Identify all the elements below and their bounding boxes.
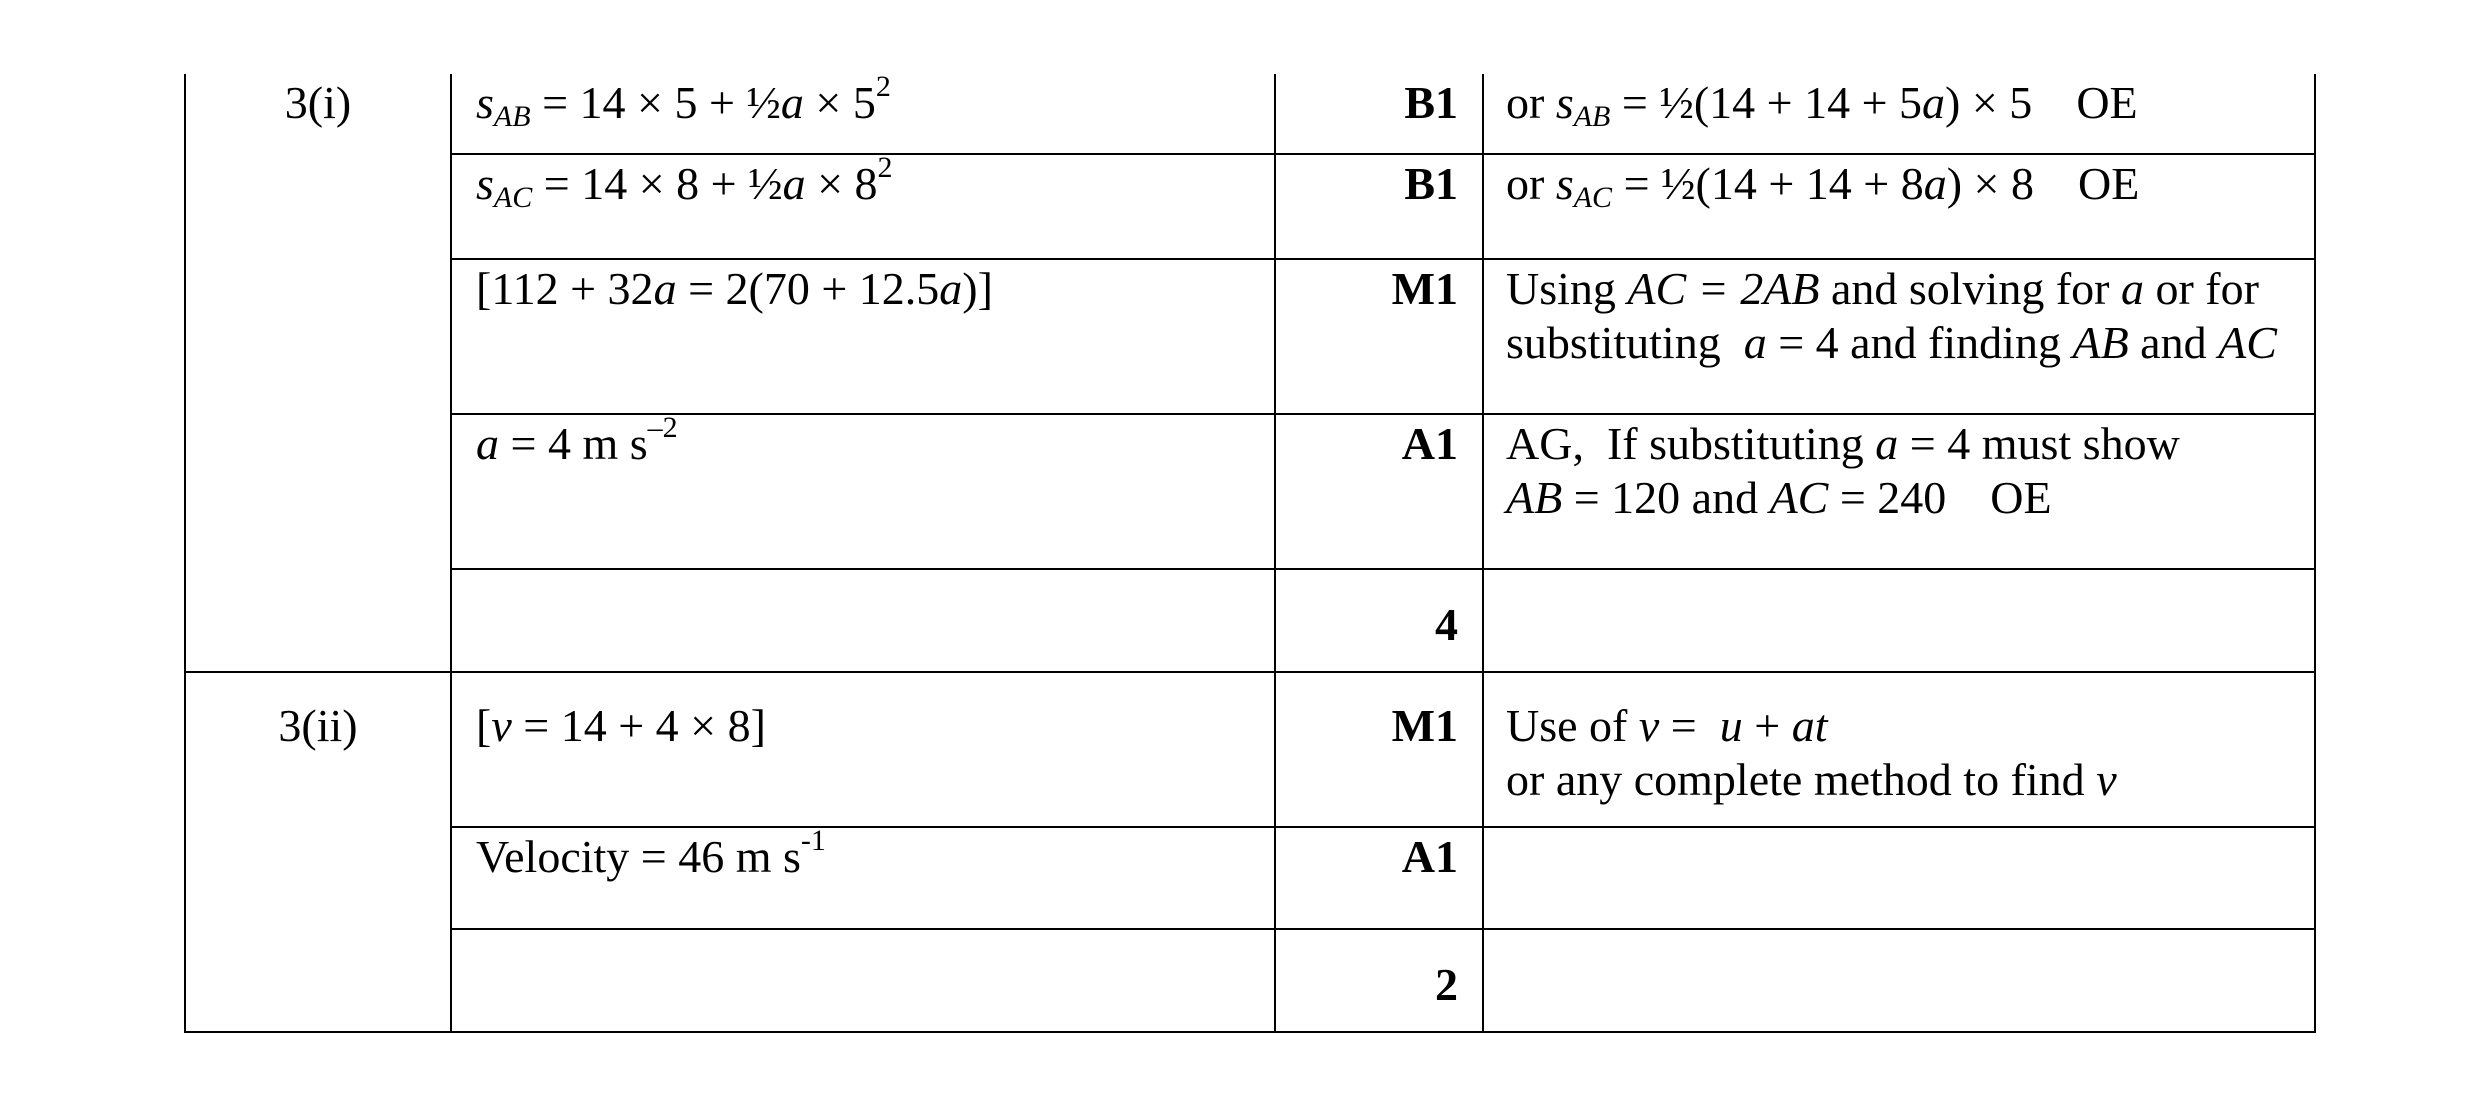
table-row	[185, 929, 2315, 1032]
total-mark: 2	[1275, 929, 1483, 1032]
mark-cell: B1	[1275, 74, 1483, 154]
table-row	[185, 569, 2315, 672]
question-label: 3(i)	[185, 74, 451, 154]
answer-cell: [112 + 32a = 2(70 + 12.5a)]	[451, 259, 1275, 414]
answer-cell: Velocity = 46 m $s^{-1}$	[451, 827, 1275, 929]
mark-cell: A1	[1275, 414, 1483, 569]
answer-cell: $s_{AB} = 14 \times 5$ + ½a × $5^2$	[451, 74, 1275, 154]
table-row	[185, 827, 2315, 929]
guidance-cell: Using AC = 2AB and solving for a or for substituting a = 4 and finding AB and AC	[1483, 259, 2315, 414]
guidance-cell: AG, If substituting a = 4 must show AB = 120 and AC = 240 OE	[1483, 414, 2315, 569]
mark-cell: B1	[1275, 154, 1483, 259]
guidance-cell: or $s_{AC}$ = ½(14 + 14 + 8a) × 8 OE	[1483, 154, 2315, 259]
guidance-cell: or $s_{AB}$ = ½(14 + 14 + 5a) × 5 OE	[1483, 74, 2315, 154]
answer-cell: $s_{AC} = 14 \times 8$ + ½a × $8^2$	[451, 154, 1275, 259]
mark-scheme-table	[184, 70, 2316, 1033]
mark-cell: A1	[1275, 827, 1483, 929]
total-mark: 4	[1275, 569, 1483, 672]
table-row	[185, 154, 2315, 259]
table-row	[185, 414, 2315, 569]
table-row	[185, 259, 2315, 414]
mark-cell: M1	[1275, 672, 1483, 827]
answer-cell: [v = 14 + 4 × 8]	[451, 672, 1275, 827]
guidance-cell: Use of v = u + at or any complete method to find v	[1483, 672, 2315, 827]
answer-cell: a = 4 m $s^{-2}$	[451, 414, 1275, 569]
mark-cell: M1	[1275, 259, 1483, 414]
table-row	[185, 672, 2315, 827]
table-row	[185, 74, 2315, 154]
question-label: 3(ii)	[185, 672, 451, 827]
